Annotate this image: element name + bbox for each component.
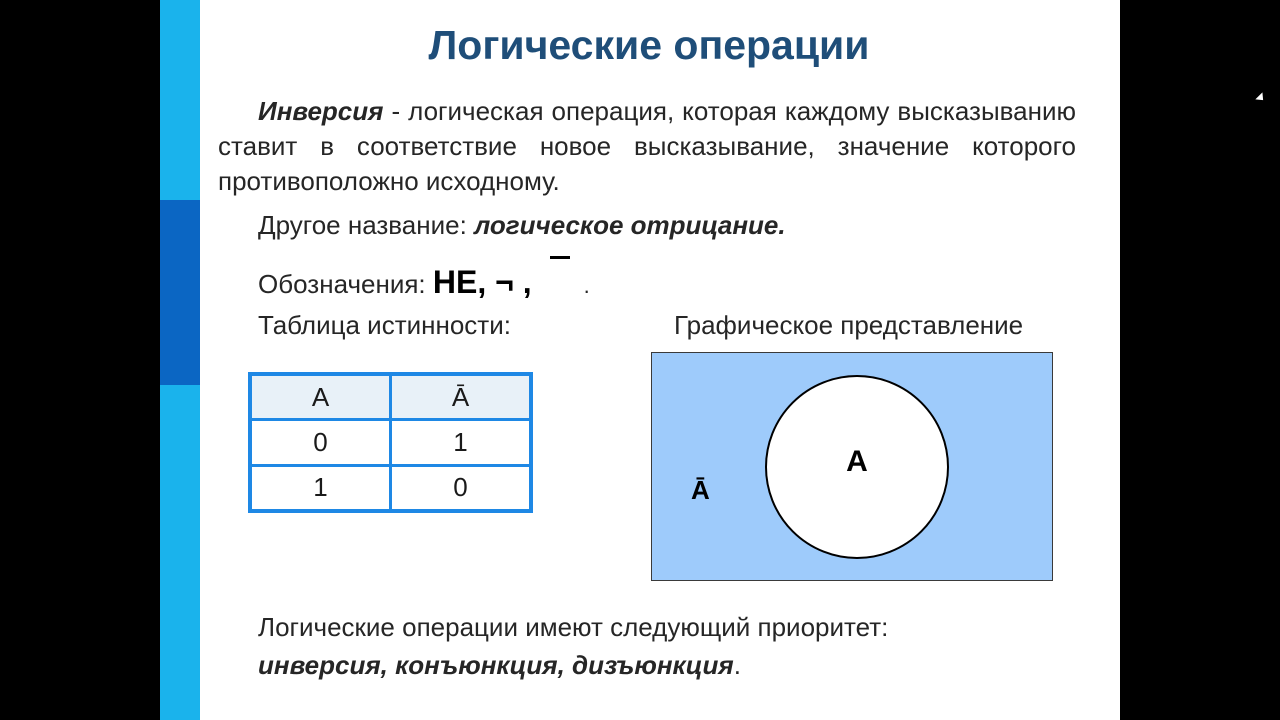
table-header-cell: Ā (391, 374, 532, 420)
truth-table-label: Таблица истинности: (258, 310, 511, 340)
definition-text: - логическая операция, которая каждому высказыванию ставит в соответствие новое высказывание, значение которого противоположно исходному. (218, 96, 1076, 196)
graphic-label: Графическое представление (674, 310, 1024, 340)
table-row (250, 465, 531, 511)
table-cell: 0 (391, 465, 532, 511)
notation-label: Обозначения: (258, 269, 433, 299)
slide-title: Логические операции (428, 22, 870, 68)
other-name-line (258, 210, 786, 241)
priority-text: Логические операции имеют следующий приоритет: (258, 612, 889, 642)
notation-symbols: НЕ, ¬ , (432, 264, 532, 300)
table-cell: 1 (391, 420, 532, 465)
not-a-label: Ā (691, 475, 710, 505)
accent-stripe-dark (160, 200, 200, 385)
overline-symbol (550, 256, 570, 259)
priority-end: . (733, 650, 741, 680)
table-row (250, 420, 531, 465)
other-name-value: логическое отрицание. (474, 210, 786, 240)
table-header-row (250, 374, 531, 420)
notation-end: . (583, 273, 590, 298)
notation-line (258, 256, 590, 301)
slide (160, 0, 1120, 720)
definition-term: Инверсия (258, 96, 384, 126)
definition-paragraph (218, 94, 1076, 199)
mouse-cursor-icon (1255, 92, 1266, 103)
venn-diagram (651, 352, 1053, 581)
priority-order: инверсия, конъюнкция, дизъюнкция (258, 650, 734, 680)
set-a-circle (765, 375, 949, 559)
truth-table (248, 372, 533, 513)
table-cell: 1 (250, 465, 391, 511)
set-a-label: A (846, 445, 868, 478)
priority-order-line (258, 650, 741, 681)
table-header-cell: A (250, 374, 391, 420)
table-cell: 0 (250, 420, 391, 465)
other-name-label: Другое название: (258, 210, 475, 240)
